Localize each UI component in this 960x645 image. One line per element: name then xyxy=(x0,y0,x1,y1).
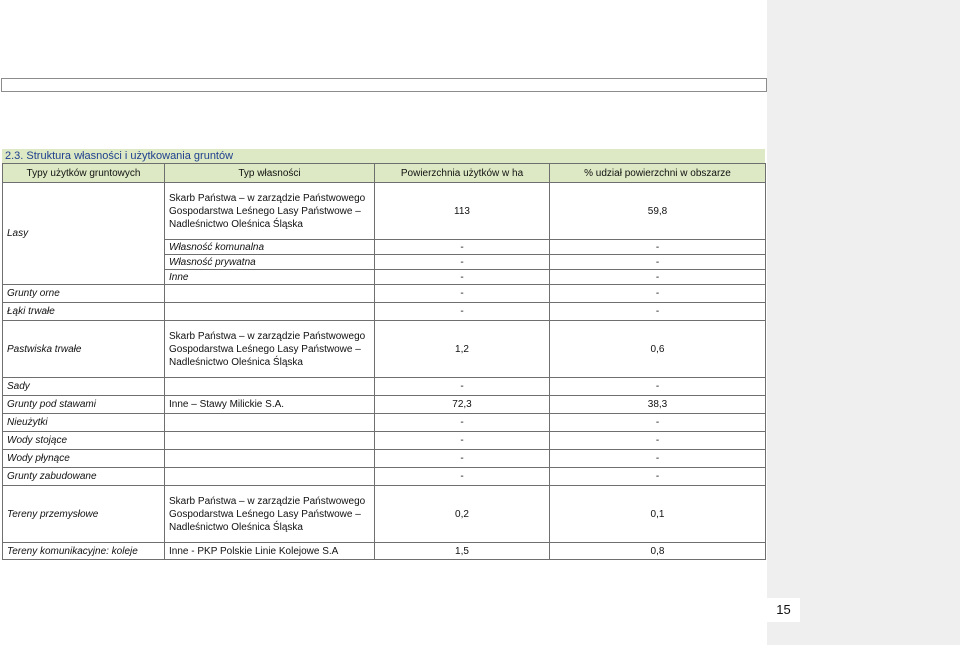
row-label: Łąki trwałe xyxy=(3,303,165,321)
row-label-lasy: Lasy xyxy=(3,183,165,285)
cell-percent: - xyxy=(550,270,766,285)
row-label: Sady xyxy=(3,378,165,396)
row-label: Grunty pod stawami xyxy=(3,396,165,414)
table-row xyxy=(3,396,766,414)
table-row xyxy=(3,543,766,560)
table-header-row xyxy=(3,164,766,183)
header-area-ha: Powierzchnia użytków w ha xyxy=(375,164,550,183)
cell-percent: 59,8 xyxy=(550,183,766,240)
cell-owner xyxy=(165,285,375,303)
cell-area: - xyxy=(375,450,550,468)
row-label: Tereny przemysłowe xyxy=(3,486,165,543)
row-label: Grunty orne xyxy=(3,285,165,303)
row-label: Grunty zabudowane xyxy=(3,468,165,486)
document-top-band xyxy=(1,78,767,92)
cell-area: 113 xyxy=(375,183,550,240)
cell-area: 1,2 xyxy=(375,321,550,378)
header-ownership-type: Typ własności xyxy=(165,164,375,183)
cell-area: - xyxy=(375,240,550,255)
cell-owner xyxy=(165,303,375,321)
cell-owner: Inne xyxy=(165,270,375,285)
cell-area: - xyxy=(375,303,550,321)
cell-area: - xyxy=(375,414,550,432)
cell-area: 1,5 xyxy=(375,543,550,560)
cell-area: 0,2 xyxy=(375,486,550,543)
table-row xyxy=(3,414,766,432)
table-row xyxy=(3,468,766,486)
row-label: Wody płynące xyxy=(3,450,165,468)
cell-owner: Skarb Państwa – w zarządzie Państwowego Gospodarstwa Leśnego Lasy Państwowe – Nadleśnictwo Oleśnica Śląska xyxy=(165,183,375,240)
cell-area: - xyxy=(375,255,550,270)
ownership-land-use-table xyxy=(2,163,766,560)
right-side-panel xyxy=(767,0,960,645)
table-row xyxy=(3,321,766,378)
cell-area: 72,3 xyxy=(375,396,550,414)
cell-percent: - xyxy=(550,432,766,450)
cell-percent: - xyxy=(550,414,766,432)
cell-owner xyxy=(165,414,375,432)
cell-percent: - xyxy=(550,303,766,321)
cell-owner: Własność prywatna xyxy=(165,255,375,270)
cell-percent: - xyxy=(550,378,766,396)
table-row xyxy=(3,432,766,450)
cell-area: - xyxy=(375,432,550,450)
table-row xyxy=(3,285,766,303)
cell-area: - xyxy=(375,468,550,486)
page-number: 15 xyxy=(767,598,800,622)
table-row xyxy=(3,378,766,396)
section-title: 2.3. Struktura własności i użytkowania gruntów xyxy=(2,149,765,163)
header-share-percent: % udział powierzchni w obszarze xyxy=(550,164,766,183)
row-label: Pastwiska trwałe xyxy=(3,321,165,378)
cell-percent: 38,3 xyxy=(550,396,766,414)
cell-area: - xyxy=(375,378,550,396)
cell-percent: 0,8 xyxy=(550,543,766,560)
cell-percent: - xyxy=(550,240,766,255)
table-row xyxy=(3,450,766,468)
cell-percent: 0,1 xyxy=(550,486,766,543)
cell-percent: - xyxy=(550,450,766,468)
cell-area: - xyxy=(375,270,550,285)
cell-owner xyxy=(165,432,375,450)
cell-owner: Skarb Państwa – w zarządzie Państwowego Gospodarstwa Leśnego Lasy Państwowe – Nadleśnictwo Oleśnica Śląska xyxy=(165,486,375,543)
cell-percent: - xyxy=(550,255,766,270)
cell-percent: - xyxy=(550,468,766,486)
table-row xyxy=(3,303,766,321)
cell-owner xyxy=(165,468,375,486)
header-land-use-type: Typy użytków gruntowych xyxy=(3,164,165,183)
row-label: Nieużytki xyxy=(3,414,165,432)
cell-area: - xyxy=(375,285,550,303)
cell-owner: Skarb Państwa – w zarządzie Państwowego Gospodarstwa Leśnego Lasy Państwowe – Nadleśnictwo Oleśnica Śląska xyxy=(165,321,375,378)
row-label: Tereny komunikacyjne: koleje xyxy=(3,543,165,560)
cell-owner: Inne - PKP Polskie Linie Kolejowe S.A xyxy=(165,543,375,560)
cell-percent: 0,6 xyxy=(550,321,766,378)
cell-owner: Inne – Stawy Milickie S.A. xyxy=(165,396,375,414)
table-row xyxy=(3,183,766,240)
table-row xyxy=(3,486,766,543)
cell-owner xyxy=(165,378,375,396)
cell-percent: - xyxy=(550,285,766,303)
row-label: Wody stojące xyxy=(3,432,165,450)
cell-owner: Własność komunalna xyxy=(165,240,375,255)
cell-owner xyxy=(165,450,375,468)
